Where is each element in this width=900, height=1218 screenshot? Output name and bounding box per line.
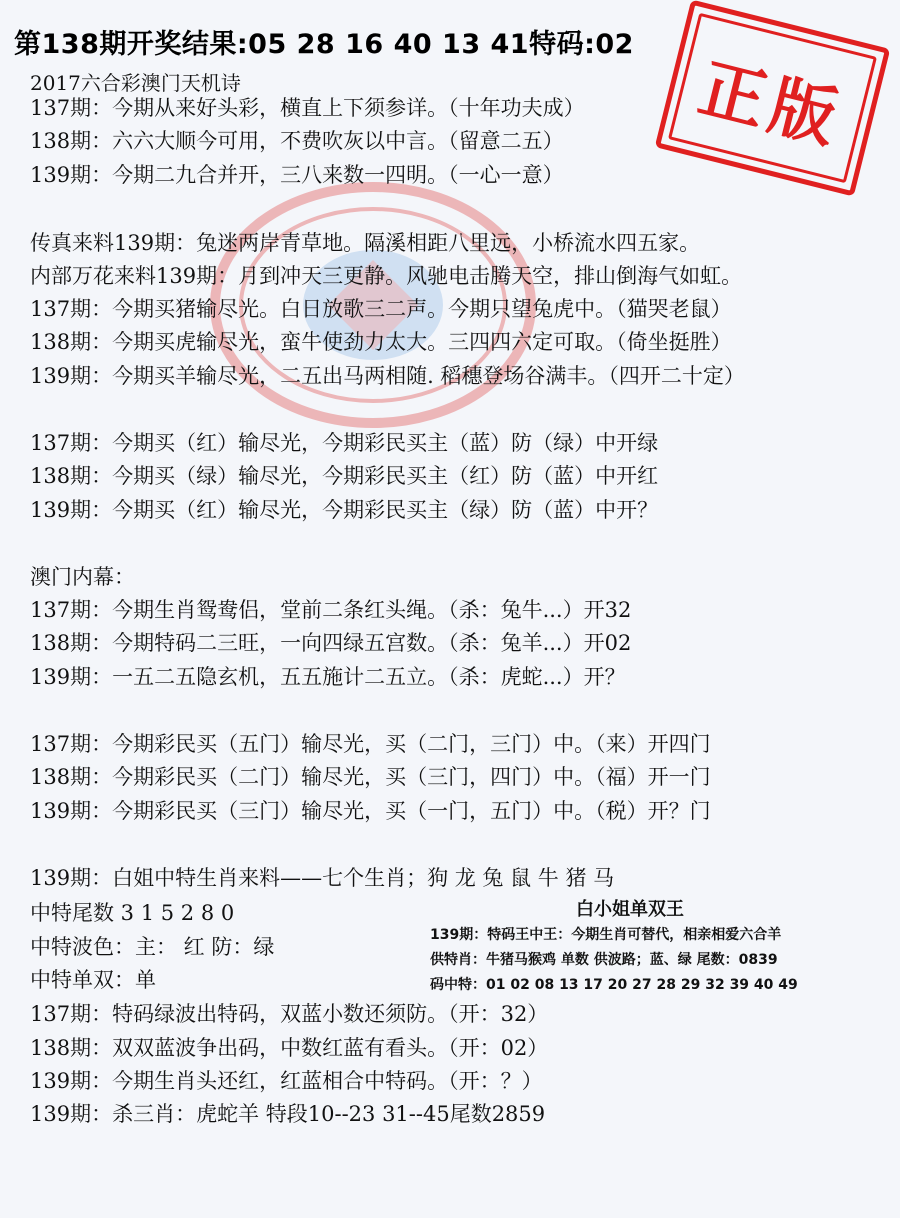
macau-line: 138期：今期特码二三旺，一向四绿五宫数。（杀：兔羊...）开02 (30, 631, 632, 655)
tail-numbers: 中特尾数 3 1 5 2 8 0 (30, 901, 235, 925)
side-title: 白小姐单双王 (576, 899, 684, 920)
poem-line: 139期：今期二九合并开，三八来数一四明。（一心一意） (30, 163, 564, 187)
draw-result-header: 第138期开奖结果:05 28 16 40 13 41特码:02 (14, 29, 634, 60)
odd-even: 中特单双：单 (30, 968, 156, 992)
fax-line: 139期：今期买羊输尽光，二五出马两相随. 稻穗登场谷满丰。（四开二十定） (30, 364, 745, 388)
fax-line: 138期：今期买虎输尽光，蛮牛使劲力太大。三四四六定可取。（倚坐挺胜） (30, 330, 732, 354)
fax-line: 137期：今期买猪输尽光。白日放歌三二声。今期只望兔虎中。（猫哭老鼠） (30, 297, 732, 321)
side-line: 码中特：01 02 08 13 17 20 27 28 29 32 39 40 49 (430, 977, 798, 993)
result-line: 139期：杀三肖：虎蛇羊 特段10--23 31--45尾数2859 (30, 1102, 546, 1126)
color-line: 138期：今期买（绿）输尽光，今期彩民买主（红）防（蓝）中开红 (30, 464, 659, 488)
macau-line: 139期：一五二五隐玄机，五五施计二五立。（杀：虎蛇...）开？ (30, 665, 626, 689)
side-line: 139期：特码王中王：今期生肖可替代，相亲相爱六合羊 (430, 927, 782, 943)
poem-line: 138期：六六大顺今可用，不费吹灰以中言。（留意二五） (30, 129, 564, 153)
doors-line: 137期：今期彩民买（五门）输尽光，买（二门，三门）中。（来）开四门 (30, 732, 711, 756)
fax-line: 传真来料139期：兔迷两岸青草地。隔溪相距八里远，小桥流水四五家。 (30, 231, 701, 255)
side-line: 供特肖：牛猪马猴鸡 单数 供波路；蓝、绿 尾数：0839 (430, 952, 778, 968)
stamp-text: 正版 (691, 49, 851, 159)
macau-title: 澳门内幕： (30, 565, 135, 589)
macau-line: 137期：今期生肖鸳鸯侣，堂前二条红头绳。（杀：兔牛...）开32 (30, 598, 632, 622)
doors-line: 139期：今期彩民买（三门）输尽光，买（一门，五门）中。（税）开？门 (30, 799, 711, 823)
zodiac-line: 139期：白姐中特生肖来料——七个生肖；狗 龙 兔 鼠 牛 猪 马 (30, 866, 615, 890)
color-line: 137期：今期买（红）输尽光，今期彩民买主（蓝）防（绿）中开绿 (30, 431, 659, 455)
color-line: 139期：今期买（红）输尽光，今期彩民买主（绿）防（蓝）中开？ (30, 498, 659, 522)
poem-title: 2017六合彩澳门天机诗 (30, 71, 241, 95)
result-line: 137期：特码绿波出特码，双蓝小数还须防。（开：32） (30, 1002, 549, 1026)
result-line: 139期：今期生肖头还红，红蓝相合中特码。（开：？） (30, 1069, 543, 1093)
wave-color: 中特波色：主： 红 防：绿 (30, 935, 275, 959)
fax-line: 内部万花来料139期：月到冲天三更静。风驰电击腾天空，排山倒海气如虹。 (30, 264, 743, 288)
result-line: 138期：双双蓝波争出码，中数红蓝有看头。（开：02） (30, 1036, 549, 1060)
doors-line: 138期：今期彩民买（二门）输尽光，买（三门，四门）中。（福）开一门 (30, 765, 711, 789)
poem-line: 137期：今期从来好头彩，横直上下须参详。（十年功夫成） (30, 96, 585, 120)
authentic-stamp (655, 0, 891, 197)
